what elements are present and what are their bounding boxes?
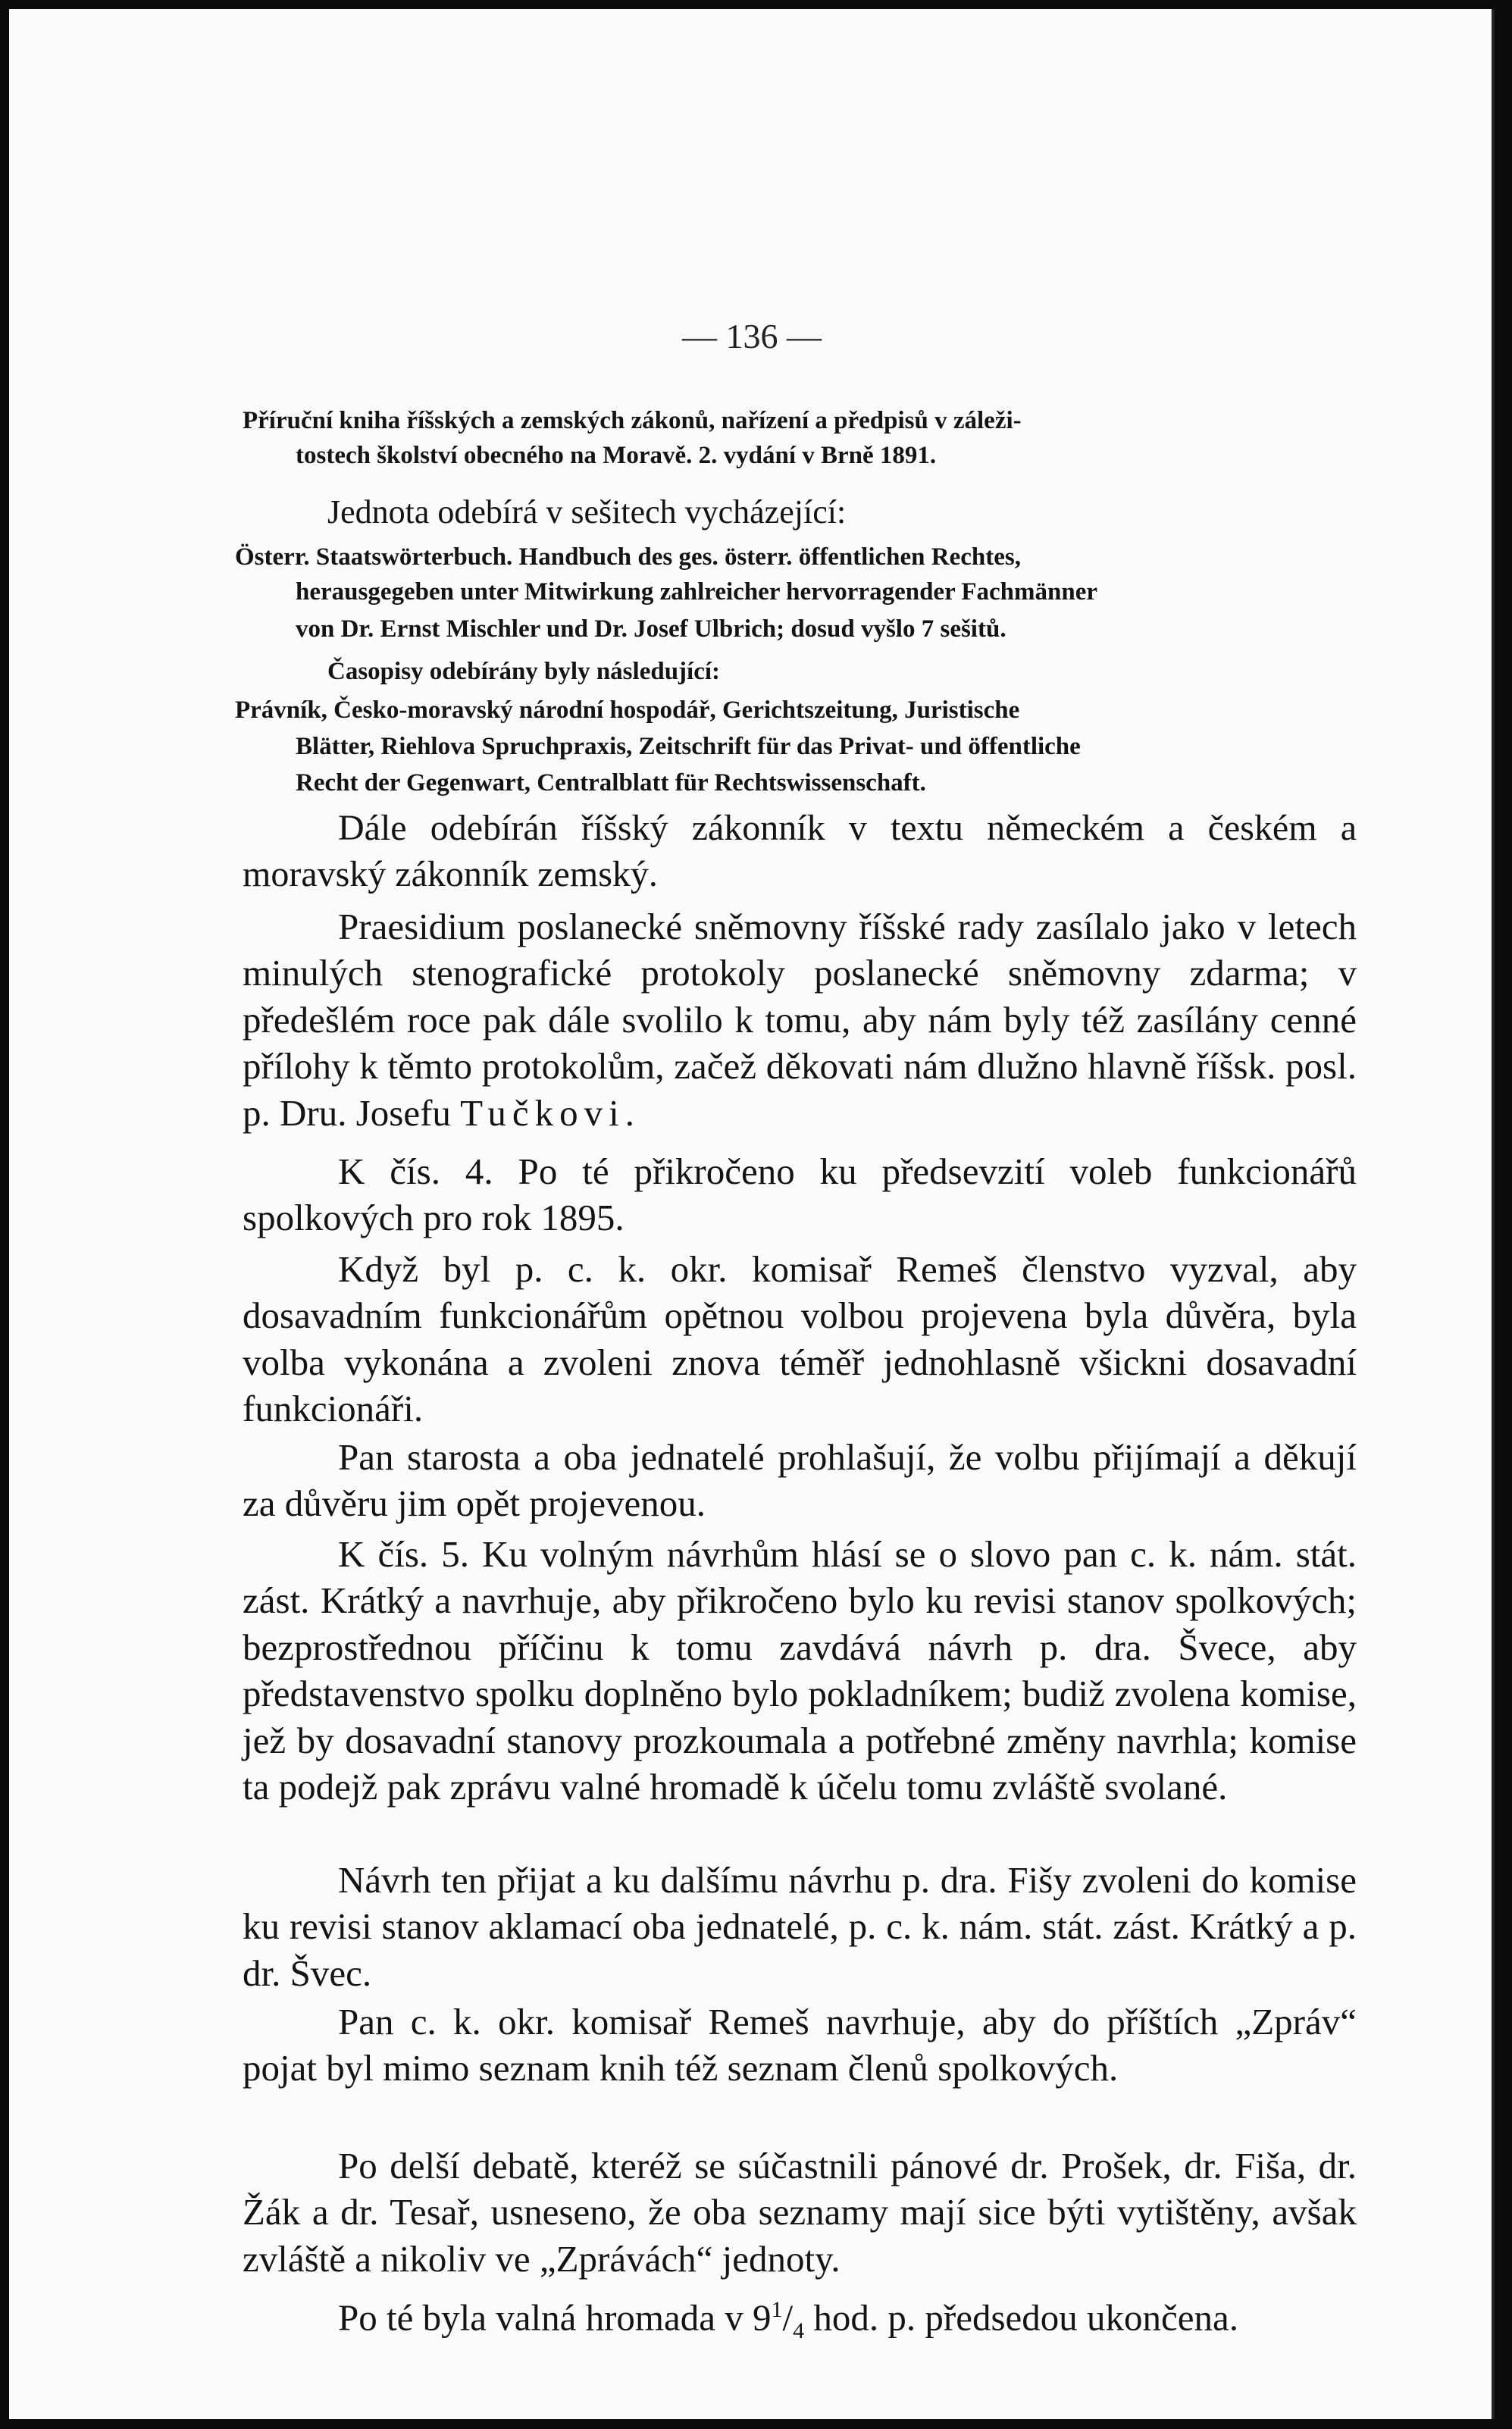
- paragraph: Dále odebírán říšský zákonník v textu německém a českém a moravský zákonník zemský.: [243, 808, 1357, 895]
- journals-heading: Časopisy odebírány byly následující:: [327, 658, 721, 685]
- paragraph-text: hod. p. předsedou ukončena.: [804, 2296, 1239, 2339]
- periodical-entry-line: herausgegeben unter Mitwirkung zahlreicher hervorragender Fachmänner: [296, 578, 1098, 606]
- paragraph: Po delší debatě, kteréž se súčastnili pánové dr. Prošek, dr. Fiša, dr. Žák a dr. Tesař, usneseno, že oba seznamy mají sice býti vytištěny, avšak zvláště a nikoliv ve „Zprávách“ jednoty.: [243, 2145, 1357, 2280]
- journal-list-line: Právník, Česko-moravský národní hospodář, Gerichtszeitung, Juristische: [235, 696, 1020, 724]
- paragraph: Pan starosta a oba jednatelé prohlašují, že volbu přijímají a děkují za důvěru jim opět projevenou.: [243, 1436, 1357, 1525]
- periodical-entry-line: Österr. Staatswörterbuch. Handbuch des ges. österr. öffentlichen Rechtes,: [235, 543, 1021, 571]
- paragraph-text: Praesidium poslanecké sněmovny říšské rady zasílalo jako v letech minulých stenografické protokoly poslanecké sněmovny zdarma; v předešlém roce pak dále svolilo k tomu, aby nám byly též zasílány cenné přílohy k těmto protokolům, začež děkovati nám dlužno hlavně říšsk. posl. p. Dru. Josefu: [243, 906, 1357, 1134]
- fraction-slash: /: [782, 2296, 794, 2339]
- journal-list-line: Recht der Gegenwart, Centralblatt für Rechtswissenschaft.: [296, 769, 926, 797]
- paragraph-closing: [243, 2287, 1357, 2355]
- page-number: — 136 —: [682, 317, 822, 355]
- paragraph: Když byl p. c. k. okr. komisař Remeš členstvo vyzval, aby dosavadním funkcionářům opětnou volbou projevena byla důvěra, byla volba vykonána a zvoleni znova téměř jednohlasně všickni dosavadní funkcionáři.: [243, 1248, 1357, 1430]
- book-title-line: Příruční kniha říšských a zemských zákonů, nařízení a předpisů v záleži-: [243, 407, 1022, 434]
- fraction-denominator: 4: [793, 2318, 805, 2344]
- paragraph: Návrh ten přijat a ku dalšímu návrhu p. dra. Fišy zvoleni do komise ku revisi stanov aklamací oba jednatelé, p. c. k. nám. stát. zást. Krátký a p. dr. Švec.: [243, 1859, 1357, 1994]
- paragraph: [243, 903, 1357, 1136]
- subscriptions-heading: Jednota odebírá v sešitech vycházející:: [327, 493, 847, 531]
- periodical-entry-line: von Dr. Ernst Mischler und Dr. Josef Ulbrich; dosud vyšlo 7 sešitů.: [296, 615, 1006, 643]
- fraction-numerator: 1: [771, 2297, 783, 2322]
- book-title-line: tostech školství obecného na Moravě. 2. vydání v Brně 1891.: [296, 442, 937, 469]
- paragraph: Pan c. k. okr. komisař Remeš navrhuje, aby do příštích „Zpráv“ pojat byl mimo seznam knih též seznam členů spolkových.: [243, 2001, 1357, 2089]
- paragraph-text: Po té byla valná hromada v 9: [338, 2296, 772, 2339]
- paragraph: K čís. 4. Po té přikročeno ku předsevzití voleb funkcionářů spolkových pro rok 1895.: [243, 1150, 1357, 1239]
- journal-list-line: Blätter, Riehlova Spruchpraxis, Zeitschrift für das Privat- und öffentliche: [296, 733, 1081, 760]
- person-name: Tučkovi.: [460, 1091, 640, 1134]
- paragraph: K čís. 5. Ku volným návrhům hlásí se o slovo pan c. k. nám. stát. zást. Krátký a navrhuje, aby přikročeno bylo ku revisi stanov spolkových; bezprostřednou příčinu k tomu zavdává návrh p. dra. Švece, aby představenstvo spolku doplněno bylo pokladníkem; budiž zvolena komise, jež by dosavadní stanovy prozkoumala a potřebné změny navrhla; komise ta podejž pak zprávu valné hromadě k účelu tomu zvláště svolané.: [243, 1533, 1357, 1808]
- book-page: [9, 9, 1495, 2419]
